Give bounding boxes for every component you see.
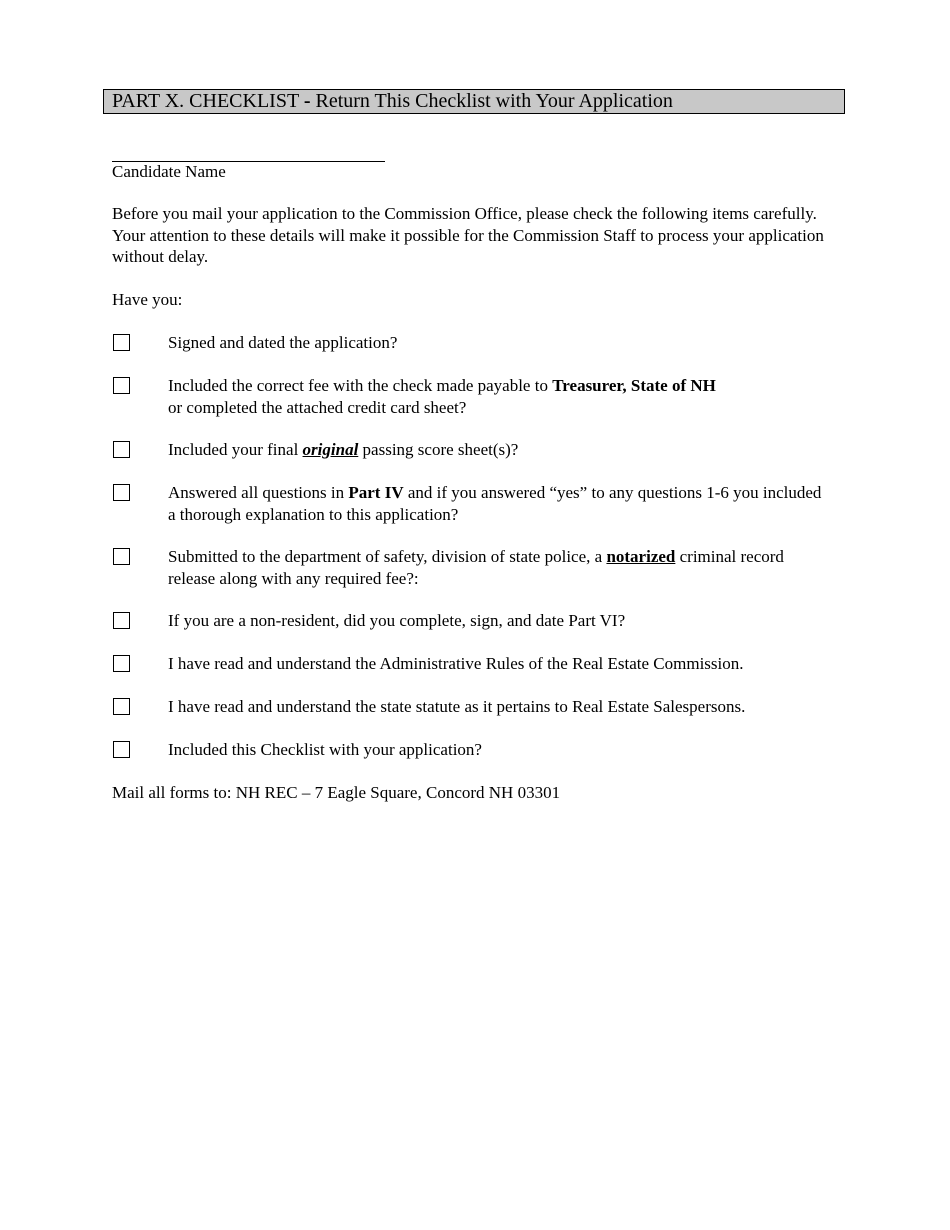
item-text bbox=[168, 439, 828, 461]
checkbox[interactable] bbox=[113, 698, 130, 715]
candidate-name-label: Candidate Name bbox=[112, 162, 226, 181]
header-subtitle: Return This Checklist with Your Application bbox=[315, 90, 673, 112]
section-header bbox=[103, 89, 845, 114]
item-text-before: Submitted to the department of safety, division of state police, a bbox=[168, 547, 607, 566]
checkbox[interactable] bbox=[113, 484, 130, 501]
item-text-after: passing score sheet(s)? bbox=[358, 440, 519, 459]
checkbox[interactable] bbox=[113, 741, 130, 758]
checkbox[interactable] bbox=[113, 441, 130, 458]
item-text-before: Answered all questions in bbox=[168, 483, 349, 502]
checkbox[interactable] bbox=[113, 548, 130, 565]
have-you-label: Have you: bbox=[112, 290, 183, 309]
item-text bbox=[168, 482, 828, 525]
item-text-after: criminal record release along with any required fee?: bbox=[168, 547, 784, 588]
header-separator: - bbox=[303, 90, 311, 112]
item-text-after: and if you answered “yes” to any questions 1-6 you included a thorough explanation to this application? bbox=[168, 483, 822, 524]
item-text-before: Included the correct fee with the check made payable to bbox=[168, 376, 553, 395]
emphasis-original: original bbox=[302, 440, 359, 459]
checkbox[interactable] bbox=[113, 334, 130, 351]
checkbox[interactable] bbox=[113, 612, 130, 629]
item-text: I have read and understand the state statute as it pertains to Real Estate Salespersons. bbox=[168, 697, 746, 716]
item-text bbox=[168, 546, 828, 589]
mailing-address: Mail all forms to: NH REC – 7 Eagle Square, Concord NH 03301 bbox=[112, 783, 561, 802]
item-text-before: Included your final bbox=[168, 440, 303, 459]
item-text-after: or completed the attached credit card sheet? bbox=[168, 397, 467, 417]
item-text: If you are a non-resident, did you complete, sign, and date Part VI? bbox=[168, 611, 626, 630]
header-part: PART X. CHECKLIST bbox=[112, 90, 299, 112]
emphasis-part-iv: Part IV bbox=[348, 483, 404, 502]
checkbox[interactable] bbox=[113, 655, 130, 672]
emphasis-notarized: notarized bbox=[606, 547, 676, 566]
checkbox[interactable] bbox=[113, 377, 130, 394]
item-text bbox=[168, 375, 828, 418]
item-text: Signed and dated the application? bbox=[168, 333, 398, 352]
item-text: Included this Checklist with your application? bbox=[168, 740, 482, 759]
payee-name: Treasurer, State of NH bbox=[552, 376, 716, 395]
intro-paragraph: Before you mail your application to the Commission Office, please check the following items carefully. Your attention to these details will make it possible for the Commission Staff to process your application without delay. bbox=[112, 204, 824, 266]
item-text: I have read and understand the Administrative Rules of the Real Estate Commission. bbox=[168, 654, 744, 673]
